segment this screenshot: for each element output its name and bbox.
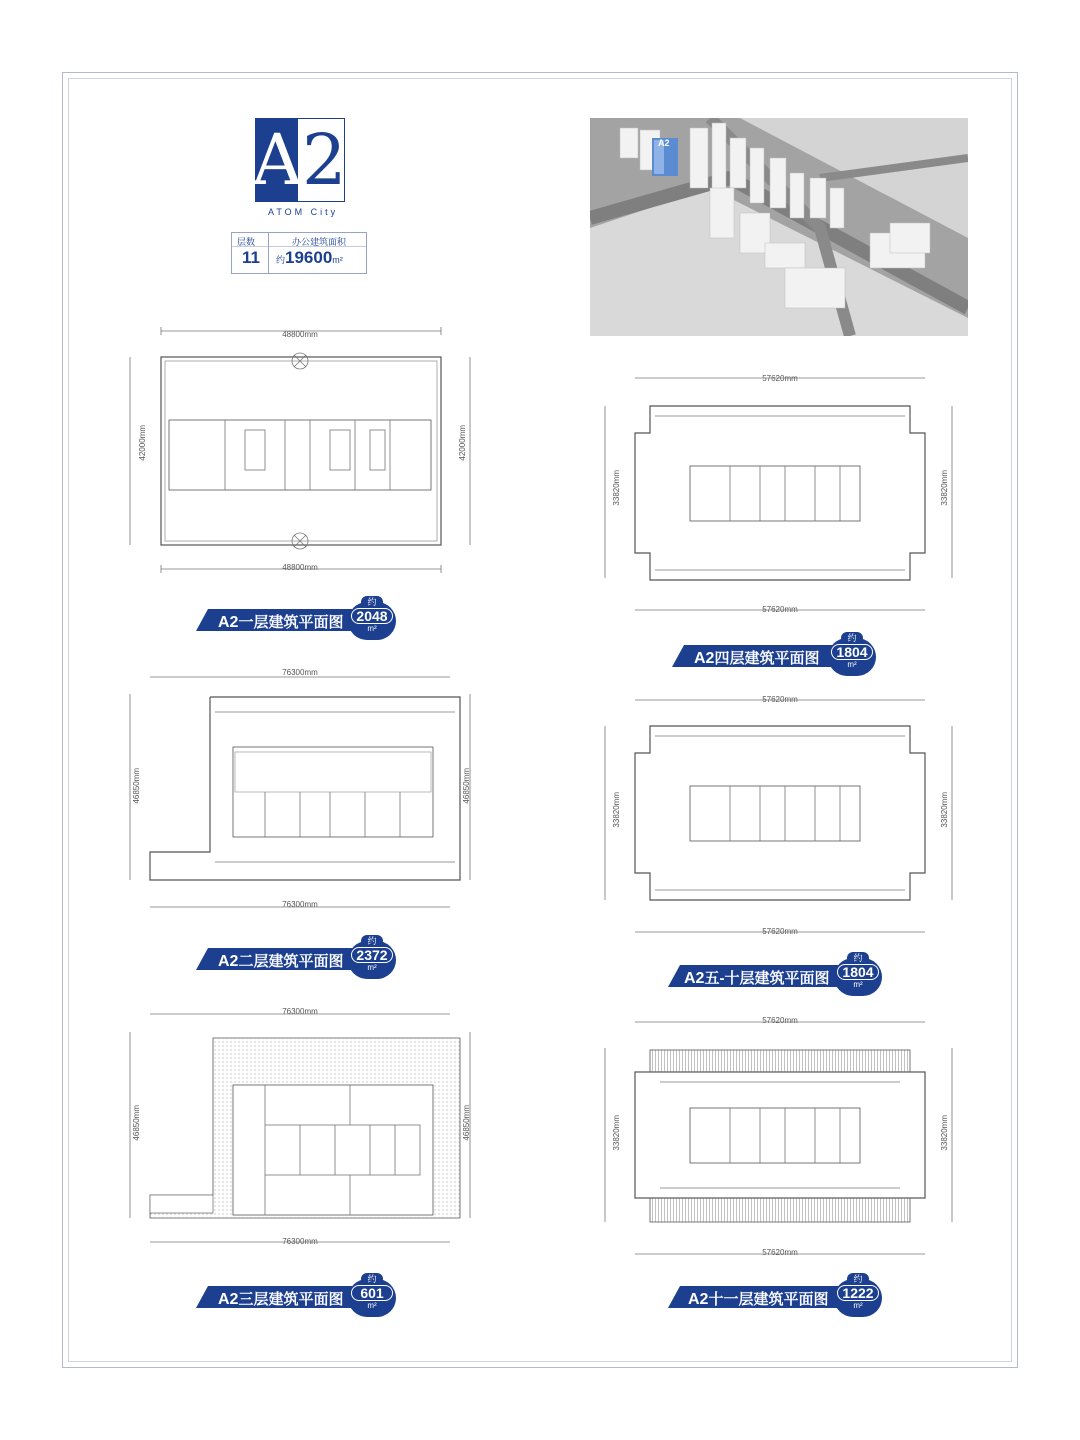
f5-width-top: 57620mm — [762, 695, 798, 704]
f11-area-badge — [834, 1274, 882, 1317]
brand-name: ATOM City — [268, 207, 339, 217]
floor-plan-3 — [125, 1000, 480, 1250]
floor-plan-4 — [600, 368, 960, 618]
f11-width-top: 57620mm — [762, 1016, 798, 1025]
f4-height-left: 33820mm — [612, 470, 621, 506]
floor-plan-5-10 — [600, 688, 960, 938]
f3-title-banner — [196, 1286, 366, 1308]
f5-title-banner — [668, 965, 854, 987]
f5-title: 五-十层建筑平面图 — [704, 970, 830, 987]
f5-title-prefix: A2 — [684, 970, 705, 987]
f1-height-left: 42000mm — [138, 425, 147, 461]
f11-width-bottom: 57620mm — [762, 1248, 798, 1257]
logo-number: 2 — [302, 119, 343, 201]
f1-title-banner — [196, 609, 366, 631]
f1-height-right: 42000mm — [458, 425, 467, 461]
f3-approx: 约 — [361, 1273, 383, 1285]
f1-approx: 约 — [361, 596, 383, 608]
f4-area-value: 1804 — [831, 644, 873, 660]
logo-mark — [250, 120, 350, 200]
f1-width-bottom: 48800mm — [282, 563, 318, 572]
f5-height-right: 33820mm — [940, 792, 949, 828]
area-label: 办公建筑面积 — [292, 237, 347, 247]
f3-width-top: 76300mm — [282, 1007, 318, 1016]
f4-width-top: 57620mm — [762, 374, 798, 383]
f4-title: 四层建筑平面图 — [714, 650, 820, 667]
floor-plan-1 — [125, 325, 480, 575]
f4-height-right: 33820mm — [940, 470, 949, 506]
f2-height-left: 46850mm — [132, 768, 141, 804]
f11-title: 十一层建筑平面图 — [708, 1291, 829, 1308]
f4-area-unit: m² — [847, 660, 857, 669]
f3-height-left: 46850mm — [132, 1105, 141, 1141]
f4-title-banner — [672, 645, 852, 667]
f2-area-badge — [348, 936, 396, 979]
stats-table — [231, 232, 367, 274]
f4-width-bottom: 57620mm — [762, 605, 798, 614]
f3-height-right: 46850mm — [462, 1105, 471, 1141]
f1-area-unit: m² — [367, 624, 377, 633]
floors-value: 11 — [242, 248, 260, 267]
f4-approx: 约 — [841, 632, 863, 644]
f2-width-top: 76300mm — [282, 668, 318, 677]
f11-title-prefix: A2 — [688, 1291, 709, 1308]
f2-title-banner — [196, 948, 366, 970]
f1-area-badge — [348, 597, 396, 640]
f11-title-banner — [668, 1286, 852, 1308]
f3-title-prefix: A2 — [218, 1291, 239, 1308]
f2-title-prefix: A2 — [218, 953, 239, 970]
floor-plan-2 — [125, 662, 480, 912]
f1-width-top: 48800mm — [282, 330, 318, 339]
aerial-render — [590, 118, 968, 336]
f11-height-right: 33820mm — [940, 1115, 949, 1151]
f2-width-bottom: 76300mm — [282, 900, 318, 909]
f2-area-value: 2372 — [351, 947, 393, 963]
f3-area-unit: m² — [367, 1301, 377, 1310]
floors-label: 层数 — [237, 237, 256, 247]
f3-area-badge — [348, 1274, 396, 1317]
f5-area-badge — [834, 953, 882, 996]
f5-height-left: 33820mm — [612, 792, 621, 828]
aerial-tag: A2 — [658, 138, 670, 148]
f1-area-value: 2048 — [351, 608, 393, 624]
f2-height-right: 46850mm — [462, 768, 471, 804]
f1-title-prefix: A2 — [218, 614, 239, 631]
f3-title: 三层建筑平面图 — [238, 1291, 344, 1308]
f2-approx: 约 — [361, 935, 383, 947]
area-prefix: 约 — [276, 255, 286, 265]
f11-area-unit: m² — [853, 1301, 863, 1310]
f5-area-unit: m² — [853, 980, 863, 989]
f1-title: 一层建筑平面图 — [238, 614, 344, 631]
floor-plan-11 — [600, 1010, 960, 1260]
f2-title: 二层建筑平面图 — [238, 953, 344, 970]
area-value: 19600 — [285, 248, 333, 267]
f11-height-left: 33820mm — [612, 1115, 621, 1151]
area-unit: m² — [332, 255, 343, 265]
f11-approx: 约 — [847, 1273, 869, 1285]
f5-area-value: 1804 — [837, 964, 879, 980]
f5-approx: 约 — [847, 952, 869, 964]
f3-width-bottom: 76300mm — [282, 1237, 318, 1246]
f4-title-prefix: A2 — [694, 650, 715, 667]
f2-area-unit: m² — [367, 963, 377, 972]
f4-area-badge — [828, 633, 876, 676]
f3-area-value: 601 — [351, 1285, 393, 1301]
f5-width-bottom: 57620mm — [762, 927, 798, 936]
f11-area-value: 1222 — [837, 1285, 879, 1301]
logo-letter: A — [252, 119, 299, 201]
